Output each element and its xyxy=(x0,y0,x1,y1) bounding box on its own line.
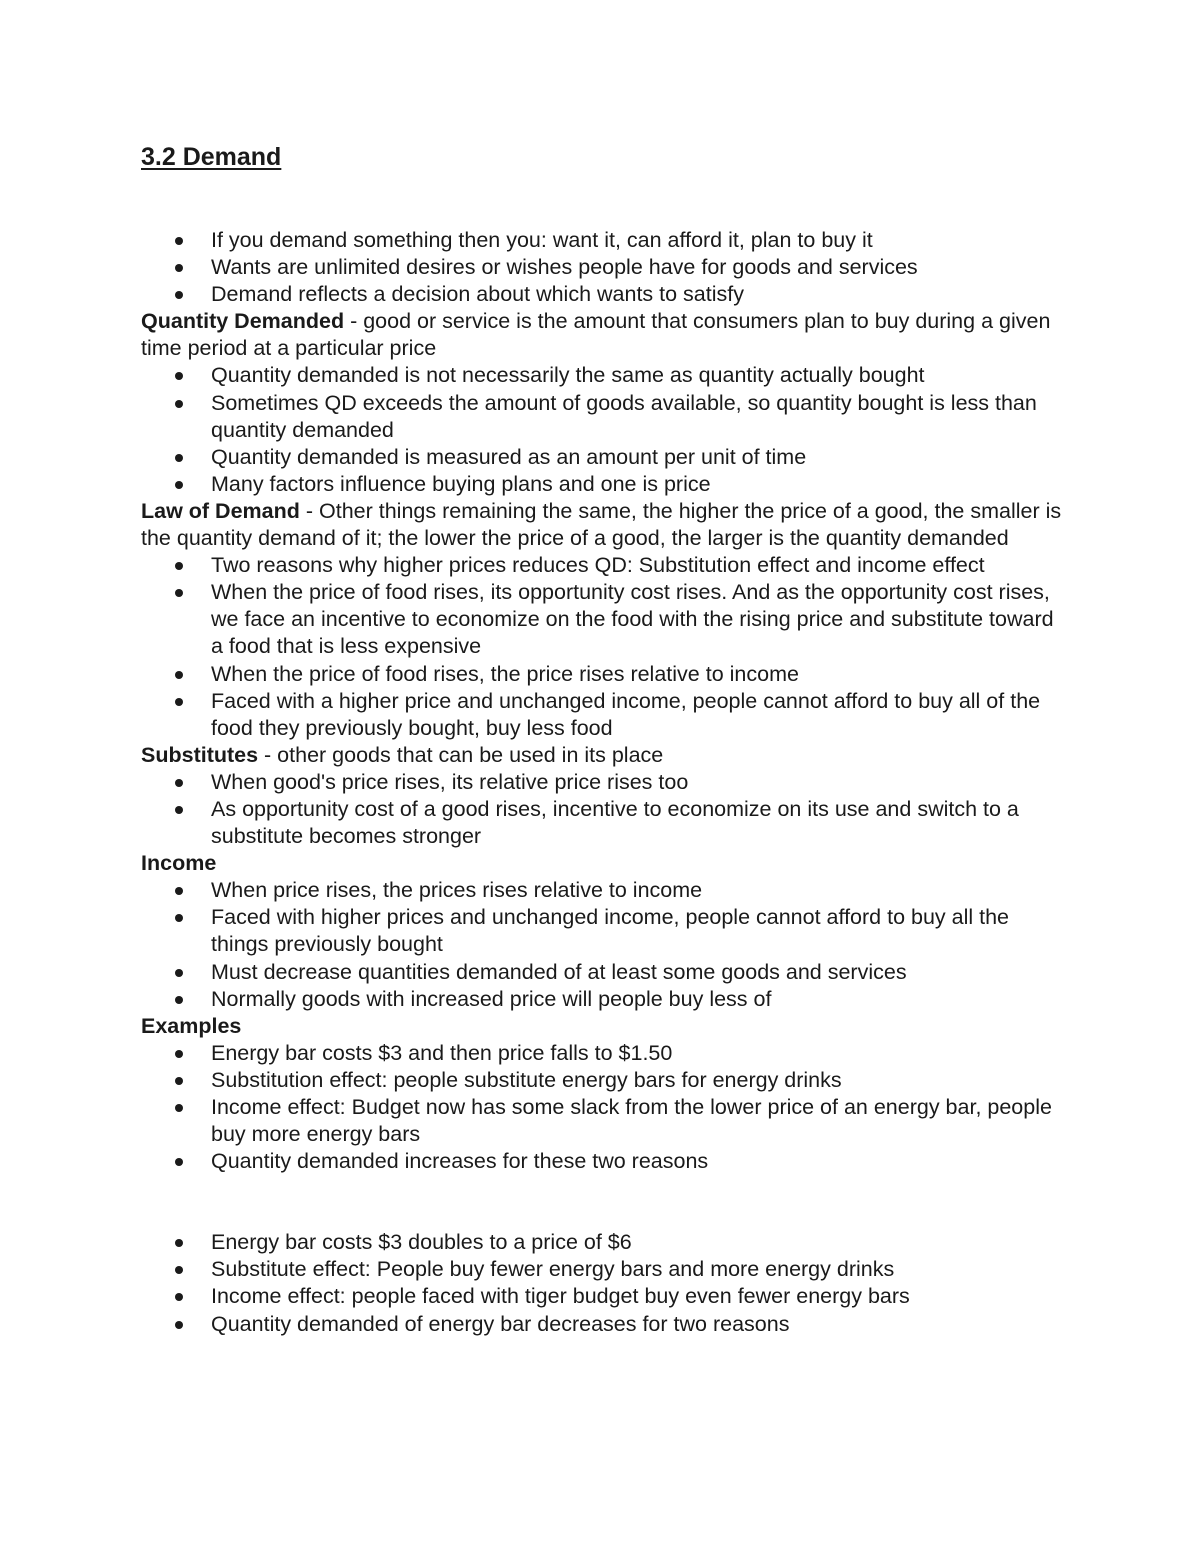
bullet-icon xyxy=(175,671,183,679)
bullet-icon xyxy=(175,996,183,1004)
list-item-text: Sometimes QD exceeds the amount of goods available, so quantity bought is less than quantity demanded xyxy=(211,390,1037,442)
bullet-icon xyxy=(175,1104,183,1112)
list-item xyxy=(141,1256,1071,1283)
quantity-demanded-definition xyxy=(141,308,1071,362)
bullet-icon xyxy=(175,454,183,462)
bullet-icon xyxy=(175,1293,183,1301)
list-item-text: Faced with a higher price and unchanged income, people cannot afford to buy all of the food they previously bought, buy less food xyxy=(211,688,1041,740)
bullet-icon xyxy=(175,291,183,299)
section-heading: Substitutes xyxy=(141,742,259,767)
list-item xyxy=(141,390,1071,444)
list-item xyxy=(141,661,1071,688)
list-item xyxy=(141,904,1071,958)
bullet-icon xyxy=(175,887,183,895)
definition-text: - Other things remaining the same, the higher the price of a good, the smaller is the quantity demand of it; the lower the price of a good, the larger is the quantity demanded xyxy=(141,498,1062,551)
list-item xyxy=(141,471,1071,498)
list-item-text: Quantity demanded of energy bar decreases for two reasons xyxy=(211,1311,790,1336)
list-item xyxy=(141,362,1071,389)
bullet-icon xyxy=(175,779,183,787)
list-item-text: As opportunity cost of a good rises, incentive to economize on its use and switch to a substitute becomes stronger xyxy=(211,796,1019,849)
definition-text: - other goods that can be used in its place xyxy=(258,742,664,767)
income-list xyxy=(141,877,1071,1012)
list-item-text: If you demand something then you: want it, can afford it, plan to buy it xyxy=(211,228,873,252)
list-item xyxy=(141,1229,1071,1256)
list-item-text: Normally goods with increased price will people buy less of xyxy=(211,986,772,1011)
list-item xyxy=(141,959,1071,986)
bullet-icon xyxy=(175,481,183,489)
list-item-text: Quantity demanded increases for these two reasons xyxy=(211,1149,709,1174)
list-item xyxy=(141,877,1071,904)
bullet-icon xyxy=(175,1266,183,1274)
list-item-text: Quantity demanded is measured as an amount per unit of time xyxy=(211,444,807,469)
list-item-text: Many factors influence buying plans and one is price xyxy=(211,471,711,496)
definition-text: - good or service is the amount that consumers plan to buy during a given time period at a particular price xyxy=(141,309,1051,361)
bullet-icon xyxy=(175,1158,183,1166)
list-item-text: When price rises, the prices rises relative to income xyxy=(211,878,703,903)
examples-list-2 xyxy=(141,1229,1071,1337)
intro-list xyxy=(141,227,1071,308)
list-item-text: When the price of food rises, the price rises relative to income xyxy=(211,661,799,686)
list-item-text: Quantity demanded is not necessarily the same as quantity actually bought xyxy=(211,363,925,388)
list-item xyxy=(141,552,1071,579)
law-of-demand-list xyxy=(141,552,1071,742)
bullet-icon xyxy=(175,698,183,706)
list-item-text: Income effect: people faced with tiger budget buy even fewer energy bars xyxy=(211,1284,910,1309)
list-item xyxy=(141,688,1071,742)
list-item xyxy=(141,579,1071,660)
section-heading: Law of Demand xyxy=(141,498,300,523)
section-heading: Income xyxy=(141,851,217,876)
section-heading: Quantity Demanded xyxy=(141,309,345,334)
list-item xyxy=(141,986,1071,1013)
bullet-icon xyxy=(175,914,183,922)
list-item-text: Energy bar costs $3 and then price falls to $1.50 xyxy=(211,1040,673,1065)
list-item xyxy=(141,796,1071,850)
page-title: 3.2 Demand xyxy=(141,143,282,171)
bullet-icon xyxy=(175,1321,183,1329)
list-item xyxy=(141,254,1071,281)
examples-heading-line xyxy=(141,1013,1071,1040)
substitutes-list xyxy=(141,769,1071,850)
substitutes-definition xyxy=(141,742,1071,769)
bullet-icon xyxy=(175,1050,183,1058)
document-body xyxy=(141,227,1071,1338)
law-of-demand-definition xyxy=(141,498,1071,552)
list-item-text: Substitute effect: People buy fewer energy bars and more energy drinks xyxy=(211,1257,895,1282)
list-item-text: Demand reflects a decision about which wants to satisfy xyxy=(211,282,744,307)
bullet-icon xyxy=(175,400,183,408)
list-item-text: Two reasons why higher prices reduces QD: Substitution effect and income effect xyxy=(211,553,985,578)
bullet-icon xyxy=(175,806,183,814)
quantity-demanded-list xyxy=(141,362,1071,497)
bullet-icon xyxy=(175,237,183,245)
list-item xyxy=(141,1040,1071,1067)
bullet-icon xyxy=(175,372,183,380)
bullet-icon xyxy=(175,589,183,597)
section-heading: Examples xyxy=(141,1013,242,1038)
list-item-text: Wants are unlimited desires or wishes people have for goods and services xyxy=(211,255,918,280)
bullet-icon xyxy=(175,1077,183,1085)
list-item xyxy=(141,1148,1071,1175)
list-item-text: When good's price rises, its relative price rises too xyxy=(211,769,689,794)
list-item-text: Faced with higher prices and unchanged income, people cannot afford to buy all the things previously bought xyxy=(211,905,1010,957)
income-heading-line xyxy=(141,850,1071,877)
list-item xyxy=(141,1283,1071,1310)
examples-list xyxy=(141,1040,1071,1175)
list-item-text: Energy bar costs $3 doubles to a price of $6 xyxy=(211,1230,632,1255)
list-item xyxy=(141,444,1071,471)
list-item xyxy=(141,769,1071,796)
list-item xyxy=(141,227,1071,254)
bullet-icon xyxy=(175,1239,183,1247)
bullet-icon xyxy=(175,562,183,570)
list-item-text: When the price of food rises, its opportunity cost rises. And as the opportunity cost rises, we face an incentive to economize on the food with the rising price and substitute toward a food that is less expensive xyxy=(211,580,1054,659)
list-item-text: Income effect: Budget now has some slack from the lower price of an energy bar, people buy more energy bars xyxy=(211,1095,1052,1147)
list-item xyxy=(141,281,1071,308)
list-item xyxy=(141,1094,1071,1148)
blank-space xyxy=(141,1175,1071,1229)
list-item-text: Substitution effect: people substitute energy bars for energy drinks xyxy=(211,1067,842,1092)
bullet-icon xyxy=(175,264,183,272)
bullet-icon xyxy=(175,969,183,977)
list-item xyxy=(141,1067,1071,1094)
list-item xyxy=(141,1311,1071,1338)
list-item-text: Must decrease quantities demanded of at least some goods and services xyxy=(211,959,907,984)
